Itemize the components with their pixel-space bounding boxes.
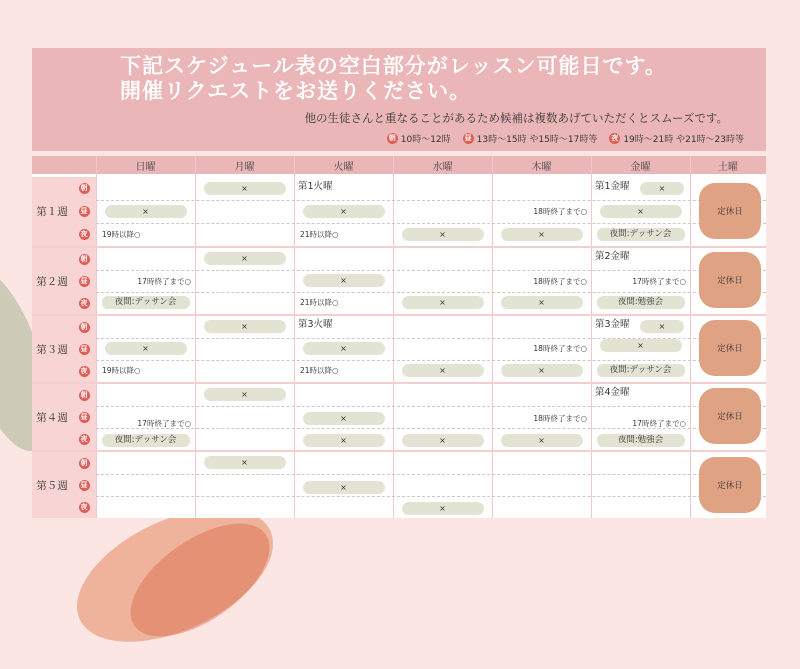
subtext: 他の生徒さんと重なることがあるため候補は複数あげていただくとスムーズです。 [304,111,728,125]
cell: 夜間:デッサン会 [591,359,690,382]
cell: 夜間:勉強会 [591,429,690,452]
cell: × [393,223,492,246]
cell: × [294,476,393,499]
closed-day-badge: 定休日 [699,388,761,444]
night-badge: 夜 [611,134,619,142]
cell: × [393,497,492,520]
date-tag: 第1金曜 [595,181,630,192]
slot-badge-noon: 昼 [80,276,88,285]
header-banner [32,48,766,151]
slot-badge-night: 夜 [80,366,88,375]
cell: 19時以降○ [102,230,141,239]
week-label-5: 第５週 [32,452,72,518]
cell: 19時以降○ [102,366,141,375]
cell: × [591,200,690,223]
closed-day-badge: 定休日 [699,183,761,239]
week-label-4: 第４週 [32,384,72,450]
week-label-2: 第２週 [32,248,72,314]
cell: × [294,407,393,430]
cell: × [195,315,294,338]
schedule-table [32,156,766,518]
cell: × [492,359,591,382]
cell: 18時終了まで○ [533,414,587,423]
slot-badge-noon: 昼 [80,412,88,421]
cell: 17時終了まで○ [137,277,191,286]
slot-badge-night: 夜 [80,434,88,443]
headline-line2: 開催リクエストをお送りください。 [120,79,472,103]
day-header-wed: 水曜 [393,156,492,174]
cell: × [637,315,687,338]
date-tag: 第4金曜 [595,387,630,398]
cell: × [492,223,591,246]
date-tag: 第2金曜 [595,251,630,262]
cell: × [294,269,393,292]
day-header-sun: 日曜 [96,156,195,174]
closed-day-badge: 定休日 [699,252,761,308]
slot-badge-noon: 昼 [80,480,88,489]
cell: 夜間:デッサン会 [96,429,195,452]
date-tag: 第3火曜 [298,319,333,330]
cell: × [195,247,294,270]
day-header-tue: 火曜 [294,156,393,174]
cell: × [294,337,393,360]
cell: × [195,451,294,474]
cell: 21時以降○ [300,230,339,239]
headline-line1: 下記スケジュール表の空白部分がレッスン可能日です。 [120,54,667,78]
corner-header [32,156,96,174]
cell: 夜間:勉強会 [591,291,690,314]
cell: × [492,291,591,314]
cell: × [393,429,492,452]
cell: 17時終了まで○ [137,419,191,428]
week-label-1: 第１週 [32,177,72,246]
noon-legend-text: 13時〜15時 や15時〜17時等 [476,135,598,145]
week-label-3: 第３週 [32,316,72,382]
cell: × [96,337,195,360]
morning-legend-text: 10時〜12時 [400,135,451,145]
cell: 18時終了まで○ [533,344,587,353]
closed-day-badge: 定休日 [699,320,761,376]
slot-badge-morning: 朝 [80,254,88,263]
day-header-sat: 土曜 [690,156,766,174]
noon-badge: 昼 [464,134,472,142]
cell: 18時終了まで○ [533,207,587,216]
cell: 18時終了まで○ [533,277,587,286]
slot-badge-noon: 昼 [80,207,88,215]
cell: 17時終了まで○ [632,419,686,428]
cell: × [637,177,687,200]
cell: 21時以降○ [300,366,339,375]
slot-badge-morning: 朝 [80,184,88,192]
cell: 21時以降○ [300,298,339,307]
cell: 17時終了まで○ [632,277,686,286]
cell: × [294,429,393,452]
slot-badge-morning: 朝 [80,322,88,331]
cell: × [294,200,393,223]
slot-badge-night: 夜 [80,502,88,511]
cell: × [195,383,294,406]
day-header-mon: 月曜 [195,156,294,174]
cell: 夜間:デッサン会 [96,291,195,314]
slot-badge-night: 夜 [80,298,88,307]
slot-badge-noon: 昼 [80,344,88,353]
cell: × [591,334,690,357]
cell: × [492,429,591,452]
day-header-thu: 木曜 [492,156,591,174]
closed-day-badge: 定休日 [699,457,761,513]
cell: 夜間:デッサン会 [591,223,690,246]
night-legend-text: 19時〜21時 や21時〜23時等 [623,135,744,145]
cell: × [393,291,492,314]
day-header-fri: 金曜 [591,156,690,174]
date-tag: 第3金曜 [595,319,630,330]
slot-badge-morning: 朝 [80,390,88,399]
cell: × [393,359,492,382]
time-legend [387,132,744,145]
date-tag: 第1火曜 [298,181,333,192]
cell: × [96,200,195,223]
morning-badge: 朝 [388,134,396,142]
slot-badge-morning: 朝 [80,458,88,467]
cell: × [195,177,294,200]
slot-badge-night: 夜 [80,230,88,238]
